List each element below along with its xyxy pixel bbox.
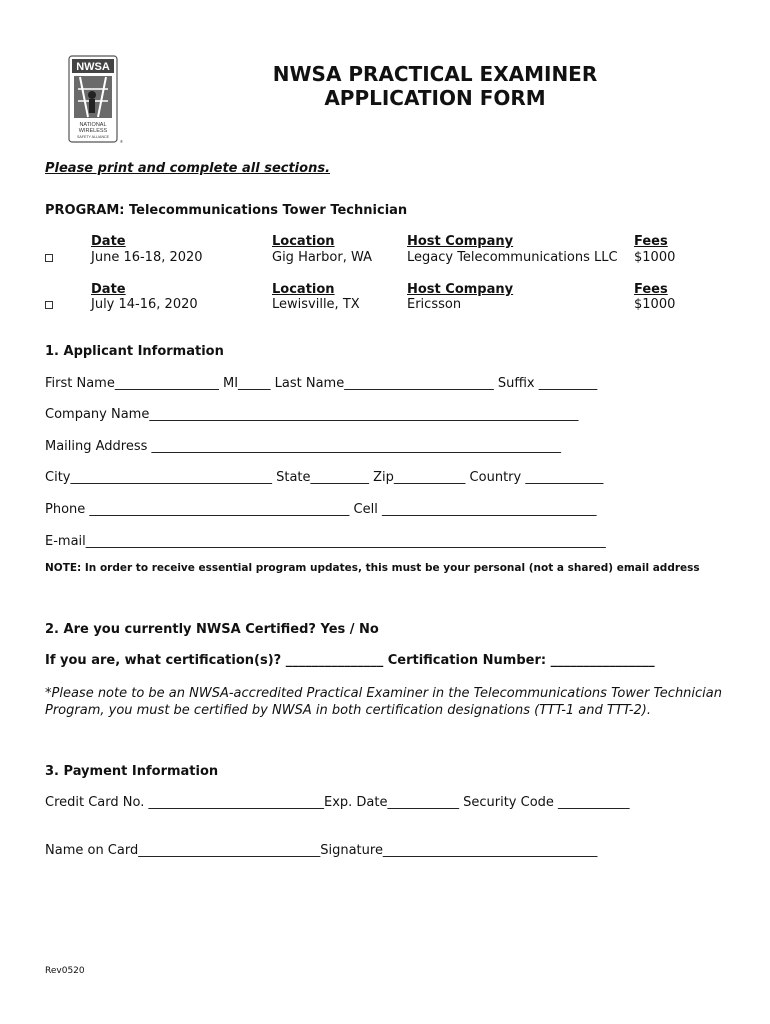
certification-heading: 2. Are you currently NWSA Certified? Yes / No bbox=[45, 622, 379, 637]
form-title-line2: APPLICATION FORM bbox=[324, 86, 546, 110]
session-1-date: June 16-18, 2020 bbox=[91, 250, 203, 265]
email-field[interactable]: E-mail________________________________________________________________________________ bbox=[45, 534, 606, 549]
session-1-host-header: Host Company bbox=[407, 234, 514, 249]
session-1-location: Gig Harbor, WA bbox=[272, 250, 373, 265]
session-1-checkbox[interactable] bbox=[45, 254, 53, 262]
phone-cell-fields[interactable]: Phone ________________________________________ Cell _________________________________ bbox=[45, 502, 597, 517]
svg-text:NWSA: NWSA bbox=[76, 61, 110, 73]
instructions: Please print and complete all sections. bbox=[45, 161, 331, 176]
nwsa-logo bbox=[68, 55, 124, 145]
revision-code: Rev0520 bbox=[45, 966, 85, 976]
session-2-fees: $1000 bbox=[634, 297, 676, 312]
session-2-location: Lewisville, TX bbox=[272, 297, 360, 312]
session-2-date: July 14-16, 2020 bbox=[91, 297, 198, 312]
session-2-checkbox[interactable] bbox=[45, 301, 53, 309]
city-state-zip-fields[interactable]: City_______________________________ State_________ Zip___________ Country ____________ bbox=[45, 470, 604, 485]
session-1-date-header: Date bbox=[91, 234, 126, 249]
session-1-fees: $1000 bbox=[634, 250, 676, 265]
payment-heading: 3. Payment Information bbox=[45, 764, 219, 779]
session-2-host: Ericsson bbox=[407, 297, 462, 312]
form-title bbox=[200, 62, 670, 110]
session-2-date-header: Date bbox=[91, 282, 126, 297]
email-note: NOTE: In order to receive essential program updates, this must be your personal (not a shared) email address bbox=[45, 562, 700, 574]
session-1-fees-header: Fees bbox=[634, 234, 668, 249]
session-2-fees-header: Fees bbox=[634, 282, 668, 297]
credit-card-fields[interactable]: Credit Card No. ___________________________Exp. Date___________ Security Code ___________ bbox=[45, 795, 630, 810]
mailing-address-field[interactable]: Mailing Address _______________________________________________________________ bbox=[45, 439, 562, 454]
session-2-location-header: Location bbox=[272, 282, 335, 297]
applicant-heading: 1. Applicant Information bbox=[45, 344, 224, 359]
certification-question[interactable]: If you are, what certification(s)? _______________ Certification Number: ________________ bbox=[45, 653, 655, 668]
session-2-host-header: Host Company bbox=[407, 282, 514, 297]
name-fields[interactable]: First Name________________ MI_____ Last Name_______________________ Suffix _________ bbox=[45, 376, 598, 391]
certification-note bbox=[45, 685, 725, 719]
company-field[interactable]: Company Name__________________________________________________________________ bbox=[45, 407, 579, 422]
svg-text:SAFETY ALLIANCE: SAFETY ALLIANCE bbox=[76, 135, 110, 139]
session-1-host: Legacy Telecommunications LLC bbox=[407, 250, 618, 265]
svg-text:WIRELESS: WIRELESS bbox=[78, 128, 108, 134]
session-1-location-header: Location bbox=[272, 234, 335, 249]
form-title-line1: NWSA PRACTICAL EXAMINER bbox=[272, 62, 598, 86]
svg-text:NATIONAL: NATIONAL bbox=[79, 122, 107, 128]
svg-text:®: ® bbox=[120, 139, 123, 144]
program-label: PROGRAM: Telecommunications Tower Technician bbox=[45, 203, 408, 218]
certification-note-line2: Program, you must be certified by NWSA in both certification designations (TTT-1 and TTT-2). bbox=[45, 703, 652, 718]
certification-note-line1: *Please note to be an NWSA-accredited Practical Examiner in the Telecommunications Tower Technician bbox=[45, 686, 722, 701]
name-signature-fields[interactable]: Name on Card____________________________Signature_________________________________ bbox=[45, 843, 598, 858]
